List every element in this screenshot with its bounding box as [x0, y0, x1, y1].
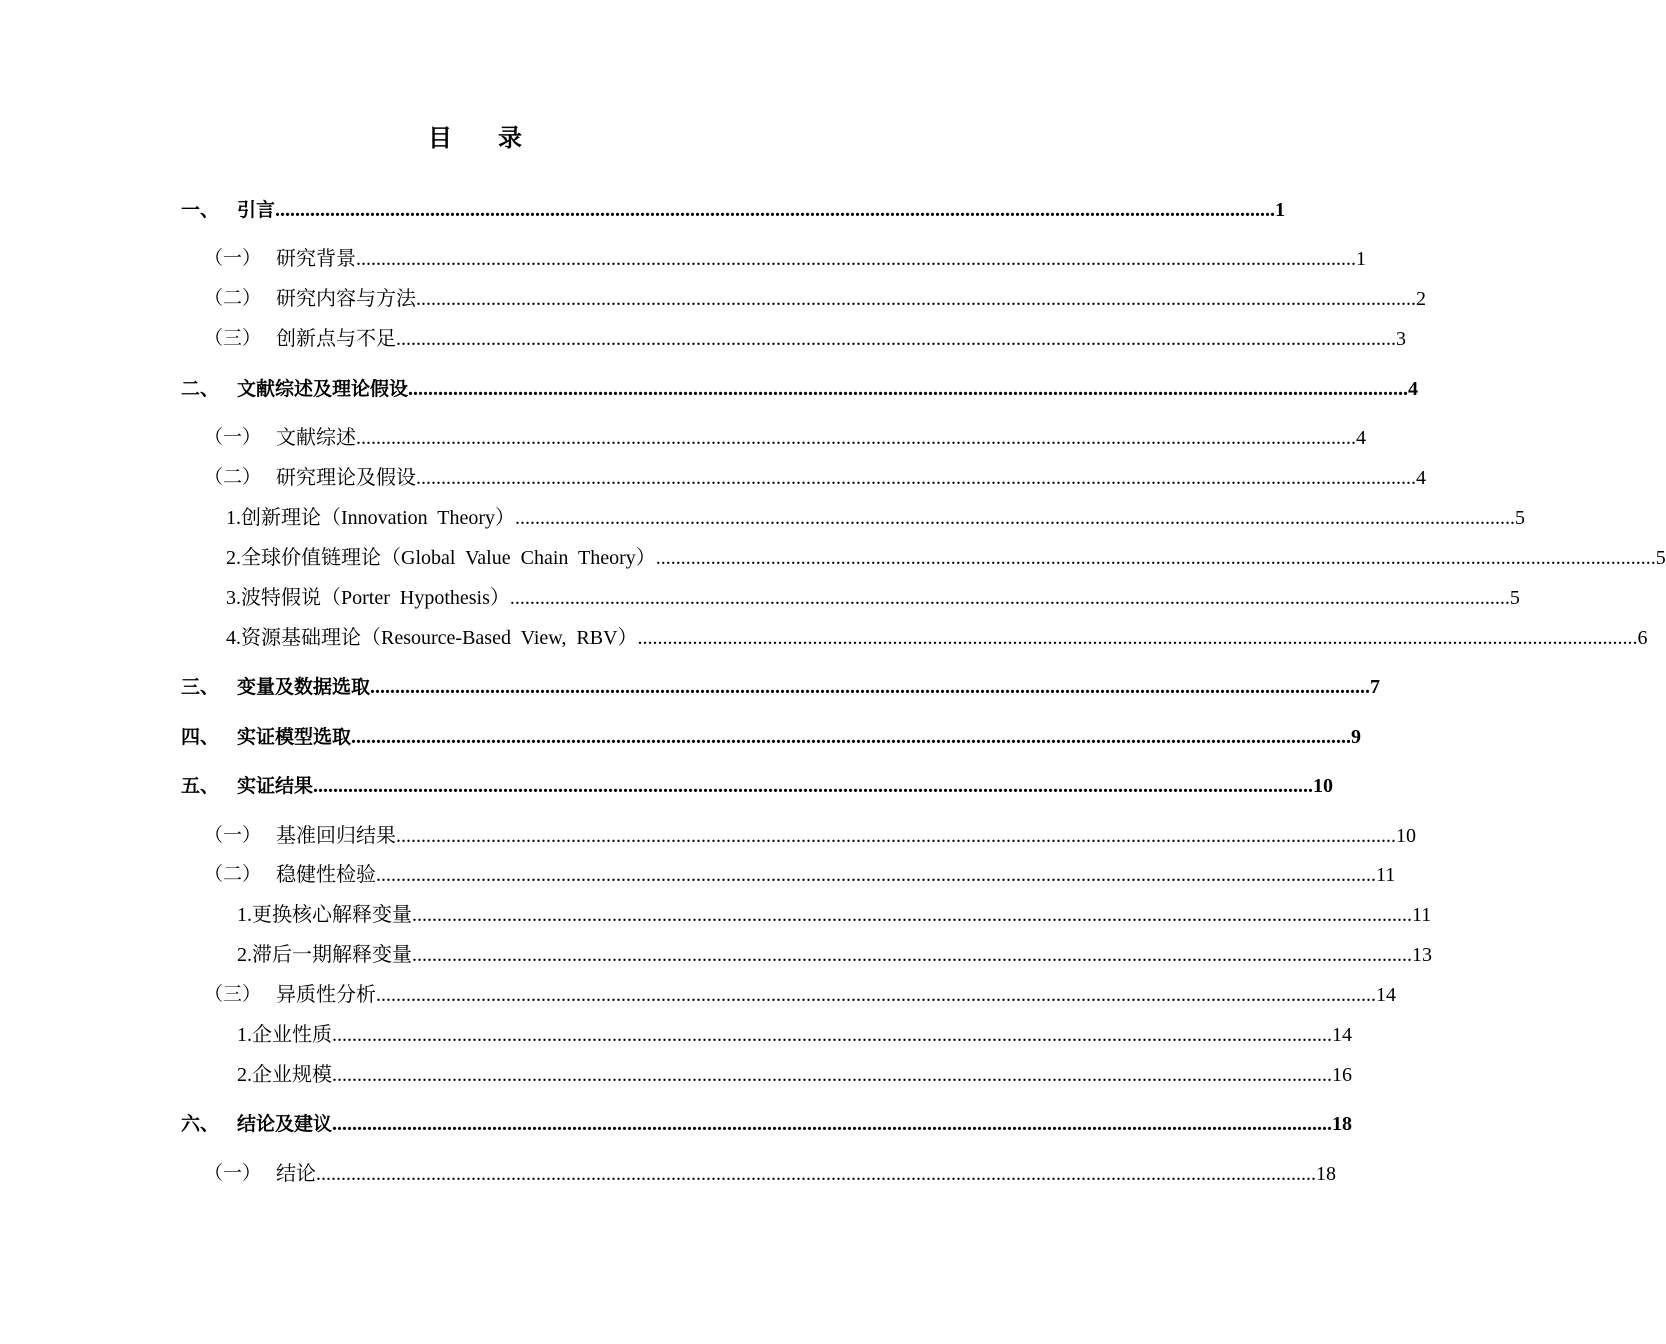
toc-entry-line	[237, 374, 1419, 404]
toc-page-number: 13	[1412, 944, 1432, 966]
toc-dot-leader: ........................................................................................................................................................................................................	[412, 944, 1412, 966]
toc-dot-leader: ........................................................................................................................................................................................................	[356, 248, 1356, 270]
toc-dot-leader: ........................................................................................................................................................................................................	[313, 775, 1314, 797]
toc-entry-number: 一、	[181, 199, 220, 221]
toc-entry-label: 结论	[276, 1163, 316, 1185]
toc-page-number: 14	[1332, 1024, 1352, 1046]
toc-entry-number: 四、	[181, 726, 220, 748]
toc-entry[interactable]	[0, 1060, 1352, 1090]
toc-page-number: 3	[1396, 328, 1406, 350]
toc-entry[interactable]	[0, 722, 1362, 752]
toc-entry-number: 三、	[181, 676, 220, 698]
toc-dot-leader: ........................................................................................................................................................................................................	[509, 587, 1510, 609]
toc-entry[interactable]	[0, 284, 1426, 314]
toc-dot-leader: ........................................................................................................................................................................................................	[376, 984, 1376, 1006]
toc-entry-line	[226, 623, 1648, 653]
toc-page-number: 5	[1655, 547, 1666, 569]
toc-entry-label: 实证模型选取	[237, 726, 352, 748]
toc-entry-line	[276, 324, 1406, 354]
toc-page-number: 11	[1412, 904, 1432, 926]
toc-entry-line	[276, 980, 1396, 1010]
toc-entry-label: 创新点与不足	[276, 328, 396, 350]
toc-entry-label: 文献综述	[276, 427, 356, 449]
toc-entry-line	[276, 244, 1366, 274]
toc-page-number: 4	[1356, 427, 1366, 449]
toc-entry-number: （二）	[204, 288, 262, 309]
toc-entry[interactable]	[0, 900, 1432, 930]
toc-entry[interactable]	[0, 1020, 1352, 1050]
toc-entry-line	[276, 821, 1416, 851]
toc-entry-label: 1.更换核心解释变量	[237, 904, 412, 926]
toc-dot-leader: ........................................................................................................................................................................................................	[637, 627, 1638, 649]
toc-entry[interactable]	[0, 1109, 1353, 1139]
toc-entry-label: 基准回归结果	[276, 825, 396, 847]
toc-page-number: 10	[1313, 775, 1334, 797]
toc-entry-line	[276, 1159, 1336, 1189]
toc-page-number: 16	[1332, 1064, 1352, 1086]
toc-entry[interactable]	[0, 463, 1426, 493]
toc-page-number: 1	[1356, 248, 1366, 270]
toc-entry-number: （三）	[204, 328, 262, 349]
toc-dot-leader: ........................................................................................................................................................................................................	[412, 904, 1412, 926]
toc-entry-number: 六、	[181, 1113, 220, 1135]
toc-entry-label: 1.企业性质	[237, 1024, 332, 1046]
toc-entry-line	[237, 900, 1432, 930]
toc-entry[interactable]	[0, 1159, 1336, 1189]
toc-entry-label: 研究内容与方法	[276, 288, 416, 310]
toc-entry[interactable]	[0, 244, 1366, 274]
toc-dot-leader: ........................................................................................................................................................................................................	[416, 467, 1416, 489]
toc-page-number: 4	[1408, 378, 1419, 400]
toc-page-number: 7	[1370, 676, 1381, 698]
toc-entry[interactable]	[0, 583, 1520, 613]
toc-entry-line	[226, 503, 1526, 533]
toc-entry-line	[237, 195, 1286, 225]
toc-entry-number: （一）	[204, 1163, 262, 1184]
toc-dot-leader: ........................................................................................................................................................................................................	[332, 1024, 1332, 1046]
toc-entry-number: （三）	[204, 984, 262, 1005]
toc-entry[interactable]	[0, 821, 1416, 851]
toc-entry-number: （一）	[204, 427, 262, 448]
toc-entry[interactable]	[0, 374, 1419, 404]
toc-entry-label: 结论及建议	[237, 1113, 333, 1135]
toc-entry[interactable]	[0, 860, 1396, 890]
toc-entry-number: （一）	[204, 825, 262, 846]
toc-entry-line	[237, 771, 1334, 801]
toc-dot-leader: ........................................................................................................................................................................................................	[316, 1163, 1316, 1185]
title-char-left: 目	[428, 124, 452, 152]
toc-entry[interactable]	[0, 195, 1286, 225]
toc-page-number: 5	[1509, 587, 1520, 609]
toc-entry-line	[276, 423, 1366, 453]
toc-entry-label: 研究背景	[276, 248, 356, 270]
toc-page-number: 11	[1376, 864, 1396, 886]
toc-entry-line	[237, 672, 1381, 702]
toc-entry-line	[276, 860, 1396, 890]
toc-page-number: 18	[1332, 1113, 1353, 1135]
toc-entry-line	[237, 1109, 1353, 1139]
toc-page-number: 10	[1396, 825, 1416, 847]
toc-page-number: 5	[1515, 507, 1526, 529]
toc-entry-label: 4.资源基础理论（Resource-Based View, RBV）	[226, 627, 638, 649]
toc-entry-line	[276, 463, 1426, 493]
toc-entry-label: 引言	[237, 199, 276, 221]
toc-entry-line	[237, 722, 1362, 752]
toc-entry[interactable]	[0, 623, 1648, 653]
toc-entry-label: 2.滞后一期解释变量	[237, 944, 412, 966]
toc-dot-leader: ........................................................................................................................................................................................................	[416, 288, 1416, 310]
toc-entry-line	[237, 1060, 1352, 1090]
toc-entry-number: （二）	[204, 467, 262, 488]
toc-entry-label: 实证结果	[237, 775, 314, 797]
toc-dot-leader: ........................................................................................................................................................................................................	[396, 328, 1396, 350]
toc-entry-number: （二）	[204, 864, 262, 885]
toc-dot-leader: ........................................................................................................................................................................................................	[396, 825, 1396, 847]
toc-entry-label: 1.创新理论（Innovation Theory）	[226, 507, 516, 529]
toc-entry-label: 2.企业规模	[237, 1064, 332, 1086]
toc-entry[interactable]	[0, 324, 1406, 354]
toc-entry-label: 3.波特假说（Porter Hypothesis）	[226, 587, 510, 609]
toc-page-number: 14	[1376, 984, 1396, 1006]
toc-entry[interactable]	[0, 503, 1526, 533]
toc-entry-line	[237, 940, 1432, 970]
toc-entry-number: （一）	[204, 248, 262, 269]
toc-entry-number: 五、	[181, 775, 220, 797]
toc-dot-leader: ........................................................................................................................................................................................................	[515, 507, 1516, 529]
toc-page-number: 1	[1275, 199, 1286, 221]
toc-page-number: 2	[1416, 288, 1426, 310]
toc-entry[interactable]	[0, 543, 1666, 573]
toc-page-number: 18	[1316, 1163, 1336, 1185]
toc-entry-line	[226, 583, 1520, 613]
toc-entry-number: 二、	[181, 378, 220, 400]
toc-entry-label: 文献综述及理论假设	[237, 378, 409, 400]
toc-entry-line	[276, 284, 1426, 314]
toc-entry-label: 2.全球价值链理论（Global Value Chain Theory）	[226, 547, 656, 569]
toc-page-number: 6	[1637, 627, 1648, 649]
toc-dot-leader: ........................................................................................................................................................................................................	[332, 1113, 1333, 1135]
toc-dot-leader: ........................................................................................................................................................................................................	[376, 864, 1376, 886]
toc-entry-line	[237, 1020, 1352, 1050]
toc-entry-label: 异质性分析	[276, 984, 376, 1006]
toc-page-number: 4	[1416, 467, 1426, 489]
toc-entry-line	[226, 543, 1666, 573]
toc-entry[interactable]	[0, 771, 1334, 801]
toc-dot-leader: ........................................................................................................................................................................................................	[408, 378, 1409, 400]
toc-dot-leader: ........................................................................................................................................................................................................	[332, 1064, 1332, 1086]
toc-entry[interactable]	[0, 423, 1366, 453]
toc-entry-label: 变量及数据选取	[237, 676, 371, 698]
toc-entry[interactable]	[0, 980, 1396, 1010]
toc-entry-label: 稳健性检验	[276, 864, 376, 886]
toc-dot-leader: ........................................................................................................................................................................................................	[356, 427, 1356, 449]
toc-entry[interactable]	[0, 672, 1381, 702]
toc-page-number: 9	[1351, 726, 1362, 748]
toc-dot-leader: ........................................................................................................................................................................................................	[351, 726, 1352, 748]
toc-dot-leader: ........................................................................................................................................................................................................	[655, 547, 1656, 569]
toc-dot-leader: ........................................................................................................................................................................................................	[275, 199, 1276, 221]
toc-dot-leader: ........................................................................................................................................................................................................	[370, 676, 1371, 698]
toc-entry-label: 研究理论及假设	[276, 467, 416, 489]
toc-entry[interactable]	[0, 940, 1432, 970]
title-char-right: 录	[498, 124, 522, 152]
